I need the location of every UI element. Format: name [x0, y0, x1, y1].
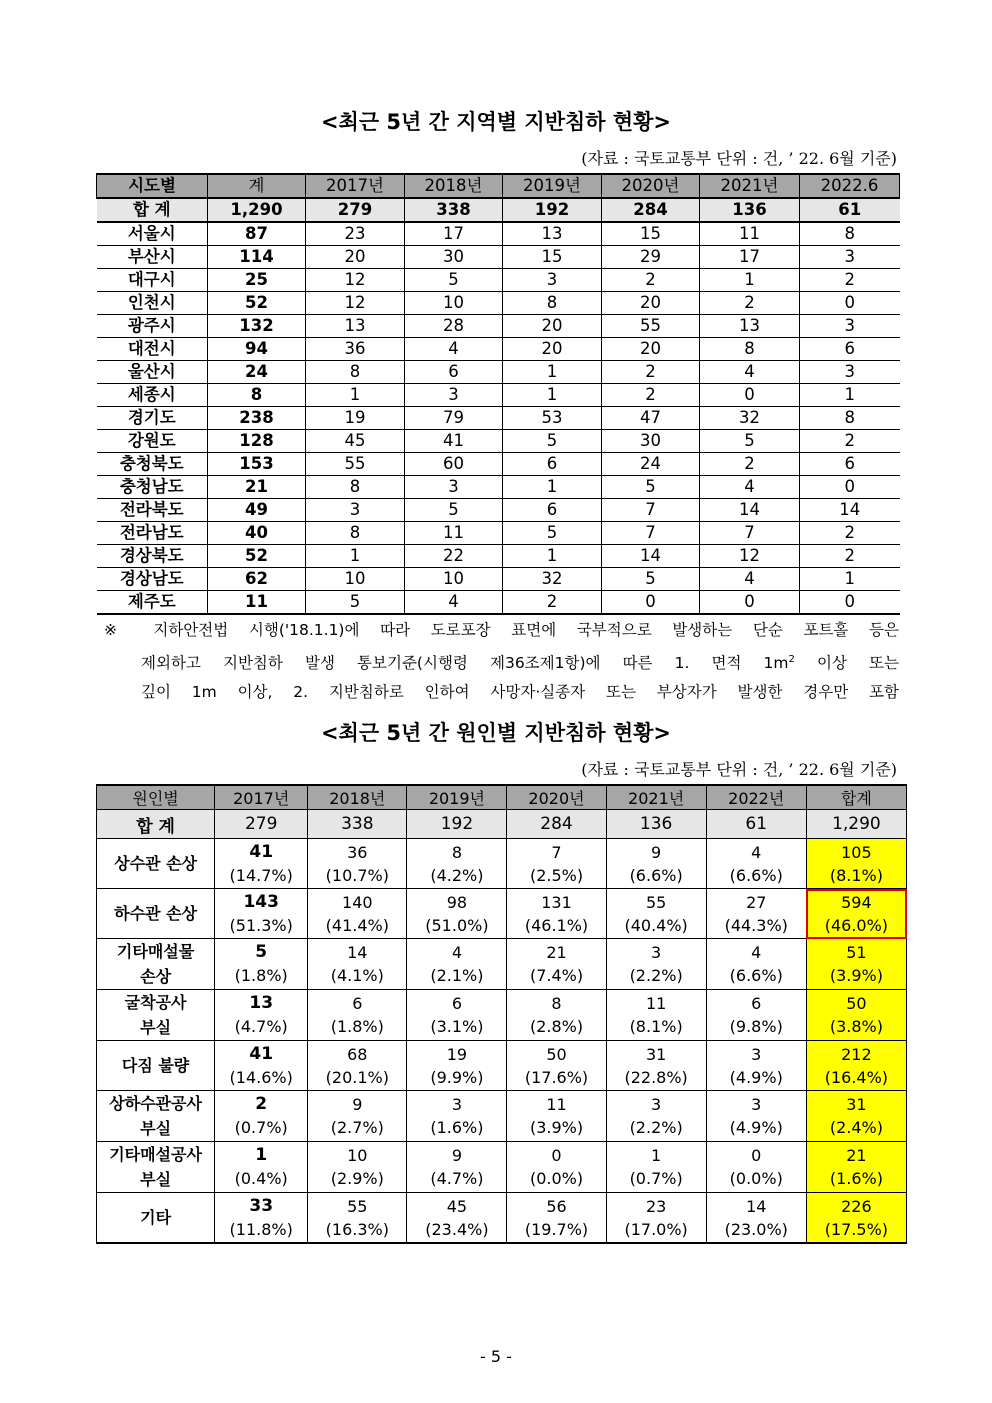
- table-cell: 울산시: [97, 361, 208, 384]
- table-cell: 12: [306, 292, 405, 315]
- table-cell: 128: [208, 430, 306, 453]
- table-cell: 47: [602, 407, 700, 430]
- table-cell: 41 (14.7%): [215, 839, 308, 889]
- table-row: [97, 839, 907, 889]
- table-cell: 인천시: [97, 292, 208, 315]
- table-row: [97, 591, 900, 615]
- table-row: [97, 939, 907, 990]
- table-cell: 제주도: [97, 591, 208, 615]
- table-cell: 6: [800, 338, 900, 361]
- table-cell: 79: [405, 407, 503, 430]
- table-cell: 3: [800, 315, 900, 338]
- table-cell: 140 (41.4%): [308, 889, 407, 939]
- table-cell: 경기도: [97, 407, 208, 430]
- cause-label: 상수관 손상: [97, 839, 215, 889]
- table-cell: 55 (16.3%): [308, 1193, 407, 1244]
- column-header: 2020년: [507, 785, 606, 810]
- table-cell: 8 (2.8%): [507, 990, 606, 1041]
- table-cell: 전라남도: [97, 522, 208, 545]
- table-cell: 9 (2.7%): [308, 1091, 407, 1142]
- column-header: 2018년: [308, 785, 407, 810]
- table-cell: 20: [602, 338, 700, 361]
- table-cell: 10: [306, 568, 405, 591]
- table-cell: 136: [700, 198, 800, 222]
- table-row: [97, 499, 900, 522]
- table-cell: 45 (23.4%): [407, 1193, 507, 1244]
- table-row: [97, 522, 900, 545]
- total-row: [97, 810, 907, 839]
- table-cell: 131 (46.1%): [507, 889, 606, 939]
- table-row: [97, 545, 900, 568]
- cause-subsidence-table: [96, 784, 907, 1244]
- table-cell: 2: [700, 292, 800, 315]
- table-cell: 강원도: [97, 430, 208, 453]
- table-cell: 8: [700, 338, 800, 361]
- table-row: [97, 384, 900, 407]
- table-header-row: [97, 785, 907, 810]
- table-row: [97, 1041, 907, 1091]
- table-cell: 2: [800, 522, 900, 545]
- table-cell: 1: [800, 568, 900, 591]
- column-header: 계: [208, 174, 306, 198]
- table-cell: 338: [308, 810, 407, 839]
- cause-label: 기타매설물 손상: [97, 939, 215, 990]
- table-cell: 594 (46.0%): [806, 889, 906, 939]
- table-cell: 6: [503, 453, 602, 476]
- column-header: 2019년: [503, 174, 602, 198]
- regional-subsidence-table: [96, 173, 900, 615]
- table-cell: 52: [208, 292, 306, 315]
- cause-label: 다짐 불량: [97, 1041, 215, 1091]
- table-cell: 전라북도: [97, 499, 208, 522]
- table-cell: 14 (4.1%): [308, 939, 407, 990]
- table-cell: 3: [405, 384, 503, 407]
- table-cell: 8: [306, 476, 405, 499]
- table-cell: 경상남도: [97, 568, 208, 591]
- table-cell: 212 (16.4%): [806, 1041, 906, 1091]
- table-cell: 192: [503, 198, 602, 222]
- table-cell: 대구시: [97, 269, 208, 292]
- table-cell: 136: [606, 810, 706, 839]
- table-cell: 11: [700, 222, 800, 246]
- table-cell: 11 (8.1%): [606, 990, 706, 1041]
- table-cell: 2: [800, 545, 900, 568]
- table-cell: 3 (4.9%): [706, 1041, 806, 1091]
- table-row: [97, 990, 907, 1041]
- table-cell: 143 (51.3%): [215, 889, 308, 939]
- cause-label: 굴착공사 부실: [97, 990, 215, 1041]
- table-cell: 14: [800, 499, 900, 522]
- page-number: - 5 -: [480, 1347, 512, 1366]
- table-cell: 23 (17.0%): [606, 1193, 706, 1244]
- table-cell: 284: [602, 198, 700, 222]
- table-row: [97, 407, 900, 430]
- table-cell: 1: [503, 476, 602, 499]
- table-cell: 1 (0.4%): [215, 1142, 308, 1193]
- cause-label: 기타: [97, 1193, 215, 1244]
- table-cell: 5: [503, 522, 602, 545]
- table-cell: 284: [507, 810, 606, 839]
- table-cell: 279: [306, 198, 405, 222]
- table-cell: 33 (11.8%): [215, 1193, 308, 1244]
- table-cell: 0: [700, 591, 800, 615]
- table-cell: 11: [208, 591, 306, 615]
- table-cell: 13 (4.7%): [215, 990, 308, 1041]
- table-cell: 55: [306, 453, 405, 476]
- table-cell: 4: [700, 476, 800, 499]
- table-cell: 4: [405, 338, 503, 361]
- table-cell: 4 (6.6%): [706, 939, 806, 990]
- table-cell: 30: [405, 246, 503, 269]
- table-cell: 41 (14.6%): [215, 1041, 308, 1091]
- table-cell: 17: [405, 222, 503, 246]
- table-cell: 8: [306, 522, 405, 545]
- table-cell: 36: [306, 338, 405, 361]
- table-cell: 13: [306, 315, 405, 338]
- table-cell: 19: [306, 407, 405, 430]
- table-cell: 8: [208, 384, 306, 407]
- table-row: [97, 269, 900, 292]
- table-cell: 4 (2.1%): [407, 939, 507, 990]
- table-cell: 40: [208, 522, 306, 545]
- table-cell: 30: [602, 430, 700, 453]
- table-cell: 13: [700, 315, 800, 338]
- table-cell: 53: [503, 407, 602, 430]
- column-header: 2021년: [700, 174, 800, 198]
- table-cell: 68 (20.1%): [308, 1041, 407, 1091]
- table-cell: 2: [503, 591, 602, 615]
- table-cell: 87: [208, 222, 306, 246]
- table-cell: 49: [208, 499, 306, 522]
- table-cell: 15: [503, 246, 602, 269]
- table-cell: 3 (1.6%): [407, 1091, 507, 1142]
- table-cell: 98 (51.0%): [407, 889, 507, 939]
- table-cell: 28: [405, 315, 503, 338]
- table-cell: 31 (2.4%): [806, 1091, 906, 1142]
- table-cell: 1 (0.7%): [606, 1142, 706, 1193]
- footnote-line-1: ※ 지하안전법 시행('18.1.1)에 따라 도로포장 표면에 국부적으로 발생하는 단순 포트홀 등은: [104, 621, 899, 639]
- table-cell: 226 (17.5%): [806, 1193, 906, 1244]
- table-cell: 21: [208, 476, 306, 499]
- table-cell: 2: [602, 269, 700, 292]
- table-cell: 2 (0.7%): [215, 1091, 308, 1142]
- table-cell: 4 (6.6%): [706, 839, 806, 889]
- table-cell: 합 계: [97, 810, 215, 839]
- footnote: [104, 616, 899, 707]
- table-cell: 50 (3.8%): [806, 990, 906, 1041]
- table-cell: 45: [306, 430, 405, 453]
- table-header-row: [97, 174, 900, 198]
- table-cell: 50 (17.6%): [507, 1041, 606, 1091]
- table-cell: 36 (10.7%): [308, 839, 407, 889]
- table-cell: 6: [800, 453, 900, 476]
- table-cell: 세종시: [97, 384, 208, 407]
- table-cell: 62: [208, 568, 306, 591]
- footnote-line-2: 제외하고 지반침하 발생 통보기준(시행령 제36조제1항)에 따른 1. 면적 $1m^2$ 이상 또는: [141, 654, 899, 673]
- table-cell: 1,290: [806, 810, 906, 839]
- table-row: [97, 338, 900, 361]
- column-header: 2022년: [706, 785, 806, 810]
- table-cell: 2: [602, 361, 700, 384]
- table-cell: 8: [503, 292, 602, 315]
- table-cell: 0: [800, 292, 900, 315]
- table-cell: 20: [503, 338, 602, 361]
- table-cell: 55 (40.4%): [606, 889, 706, 939]
- column-header: 시도별: [97, 174, 208, 198]
- column-header: 2017년: [215, 785, 308, 810]
- table-cell: 10: [405, 568, 503, 591]
- table-cell: 서울시: [97, 222, 208, 246]
- column-header: 원인별: [97, 785, 215, 810]
- table-cell: 5: [503, 430, 602, 453]
- table-cell: 21 (1.6%): [806, 1142, 906, 1193]
- table-cell: 6 (9.8%): [706, 990, 806, 1041]
- table-cell: 1: [503, 361, 602, 384]
- table-cell: 9 (6.6%): [606, 839, 706, 889]
- regional-table-source: (자료 : 국토교통부 단위 : 건, ’ 22. 6월 기준): [581, 149, 897, 168]
- table-cell: 114: [208, 246, 306, 269]
- table-cell: 8 (4.2%): [407, 839, 507, 889]
- table-cell: 부산시: [97, 246, 208, 269]
- table-cell: 9 (4.7%): [407, 1142, 507, 1193]
- table-cell: 24: [602, 453, 700, 476]
- table-cell: 20: [306, 246, 405, 269]
- table-cell: 6 (1.8%): [308, 990, 407, 1041]
- table-cell: 7: [700, 522, 800, 545]
- table-row: [97, 292, 900, 315]
- table-cell: 12: [700, 545, 800, 568]
- table-cell: 4: [700, 568, 800, 591]
- table-cell: 5: [602, 476, 700, 499]
- cause-label: 기타매설공사 부실: [97, 1142, 215, 1193]
- table-cell: 21 (7.4%): [507, 939, 606, 990]
- table-cell: 15: [602, 222, 700, 246]
- table-cell: 5: [602, 568, 700, 591]
- table-cell: 14: [700, 499, 800, 522]
- table-row: [97, 315, 900, 338]
- table-cell: 충청북도: [97, 453, 208, 476]
- table-cell: 132: [208, 315, 306, 338]
- table-cell: 60: [405, 453, 503, 476]
- table-cell: 94: [208, 338, 306, 361]
- column-header: 2020년: [602, 174, 700, 198]
- table-cell: 7: [602, 522, 700, 545]
- column-header: 2019년: [407, 785, 507, 810]
- table-cell: 14: [602, 545, 700, 568]
- table-cell: 3 (2.2%): [606, 1091, 706, 1142]
- table-cell: 153: [208, 453, 306, 476]
- table-cell: 41: [405, 430, 503, 453]
- column-header: 2021년: [606, 785, 706, 810]
- table-cell: 광주시: [97, 315, 208, 338]
- table-cell: 1: [503, 384, 602, 407]
- table-cell: 3: [800, 246, 900, 269]
- table-cell: 3: [503, 269, 602, 292]
- table-row: [97, 246, 900, 269]
- table-cell: 338: [405, 198, 503, 222]
- table-cell: 32: [700, 407, 800, 430]
- table-row: [97, 1193, 907, 1244]
- table-cell: 1: [700, 269, 800, 292]
- table-cell: 8: [800, 407, 900, 430]
- table-cell: 56 (19.7%): [507, 1193, 606, 1244]
- table-cell: 238: [208, 407, 306, 430]
- table-cell: 6 (3.1%): [407, 990, 507, 1041]
- column-header: 2022.6: [800, 174, 900, 198]
- cause-table-title: <최근 5년 간 원인별 지반침하 현황>: [320, 721, 672, 745]
- table-cell: 3 (4.9%): [706, 1091, 806, 1142]
- table-cell: 1: [306, 545, 405, 568]
- table-cell: 0: [602, 591, 700, 615]
- table-cell: 0: [800, 476, 900, 499]
- table-cell: 대전시: [97, 338, 208, 361]
- table-row: [97, 1142, 907, 1193]
- table-cell: 14 (23.0%): [706, 1193, 806, 1244]
- table-cell: 23: [306, 222, 405, 246]
- table-cell: 105 (8.1%): [806, 839, 906, 889]
- table-cell: 27 (44.3%): [706, 889, 806, 939]
- table-cell: 25: [208, 269, 306, 292]
- table-cell: 6: [503, 499, 602, 522]
- table-cell: 7: [602, 499, 700, 522]
- table-cell: 17: [700, 246, 800, 269]
- column-header: 합계: [806, 785, 906, 810]
- cause-table-source: (자료 : 국토교통부 단위 : 건, ’ 22. 6월 기준): [581, 760, 897, 779]
- table-cell: 0 (0.0%): [706, 1142, 806, 1193]
- table-cell: 20: [602, 292, 700, 315]
- table-cell: 0: [800, 591, 900, 615]
- table-cell: 51 (3.9%): [806, 939, 906, 990]
- table-cell: 1: [800, 384, 900, 407]
- table-cell: 2: [800, 269, 900, 292]
- table-cell: 5: [700, 430, 800, 453]
- table-cell: 경상북도: [97, 545, 208, 568]
- table-cell: 19 (9.9%): [407, 1041, 507, 1091]
- table-cell: 2: [800, 430, 900, 453]
- column-header: 2018년: [405, 174, 503, 198]
- table-cell: 32: [503, 568, 602, 591]
- table-row: [97, 453, 900, 476]
- table-cell: 1: [503, 545, 602, 568]
- table-row: [97, 1091, 907, 1142]
- table-row: [97, 568, 900, 591]
- table-cell: 8: [306, 361, 405, 384]
- table-cell: 13: [503, 222, 602, 246]
- table-cell: 1: [306, 384, 405, 407]
- table-cell: 61: [800, 198, 900, 222]
- table-cell: 10 (2.9%): [308, 1142, 407, 1193]
- table-cell: 11: [405, 522, 503, 545]
- table-cell: 22: [405, 545, 503, 568]
- table-cell: 7 (2.5%): [507, 839, 606, 889]
- table-cell: 10: [405, 292, 503, 315]
- table-cell: 합 계: [97, 198, 208, 222]
- table-cell: 5: [405, 269, 503, 292]
- table-cell: 11 (3.9%): [507, 1091, 606, 1142]
- table-cell: 3: [405, 476, 503, 499]
- total-row: [97, 198, 900, 222]
- table-cell: 3: [800, 361, 900, 384]
- table-cell: 5: [306, 591, 405, 615]
- table-row: [97, 430, 900, 453]
- table-cell: 2: [602, 384, 700, 407]
- table-cell: 279: [215, 810, 308, 839]
- table-cell: 29: [602, 246, 700, 269]
- table-row: [97, 361, 900, 384]
- table-cell: 6: [405, 361, 503, 384]
- cause-label: 하수관 손상: [97, 889, 215, 939]
- table-row: [97, 889, 907, 939]
- table-row: [97, 476, 900, 499]
- table-cell: 20: [503, 315, 602, 338]
- table-cell: 52: [208, 545, 306, 568]
- table-cell: 0 (0.0%): [507, 1142, 606, 1193]
- table-cell: 192: [407, 810, 507, 839]
- table-cell: 4: [700, 361, 800, 384]
- table-cell: 55: [602, 315, 700, 338]
- table-row: [97, 222, 900, 246]
- table-cell: 5: [405, 499, 503, 522]
- column-header: 2017년: [306, 174, 405, 198]
- table-cell: 4: [405, 591, 503, 615]
- table-cell: 3: [306, 499, 405, 522]
- table-cell: 8: [800, 222, 900, 246]
- table-cell: 12: [306, 269, 405, 292]
- table-cell: 충청남도: [97, 476, 208, 499]
- regional-table-title: <최근 5년 간 지역별 지반침하 현황>: [320, 110, 672, 134]
- table-cell: 2: [700, 453, 800, 476]
- footnote-line-3: 깊이 1m 이상, 2. 지반침하로 인하여 사망자·실종자 또는 부상자가 발생한 경우만 포함: [141, 683, 899, 702]
- table-cell: 24: [208, 361, 306, 384]
- table-cell: 0: [700, 384, 800, 407]
- table-cell: 31 (22.8%): [606, 1041, 706, 1091]
- table-cell: 1,290: [208, 198, 306, 222]
- table-cell: 61: [706, 810, 806, 839]
- table-cell: 5 (1.8%): [215, 939, 308, 990]
- table-cell: 3 (2.2%): [606, 939, 706, 990]
- cause-label: 상하수관공사 부실: [97, 1091, 215, 1142]
